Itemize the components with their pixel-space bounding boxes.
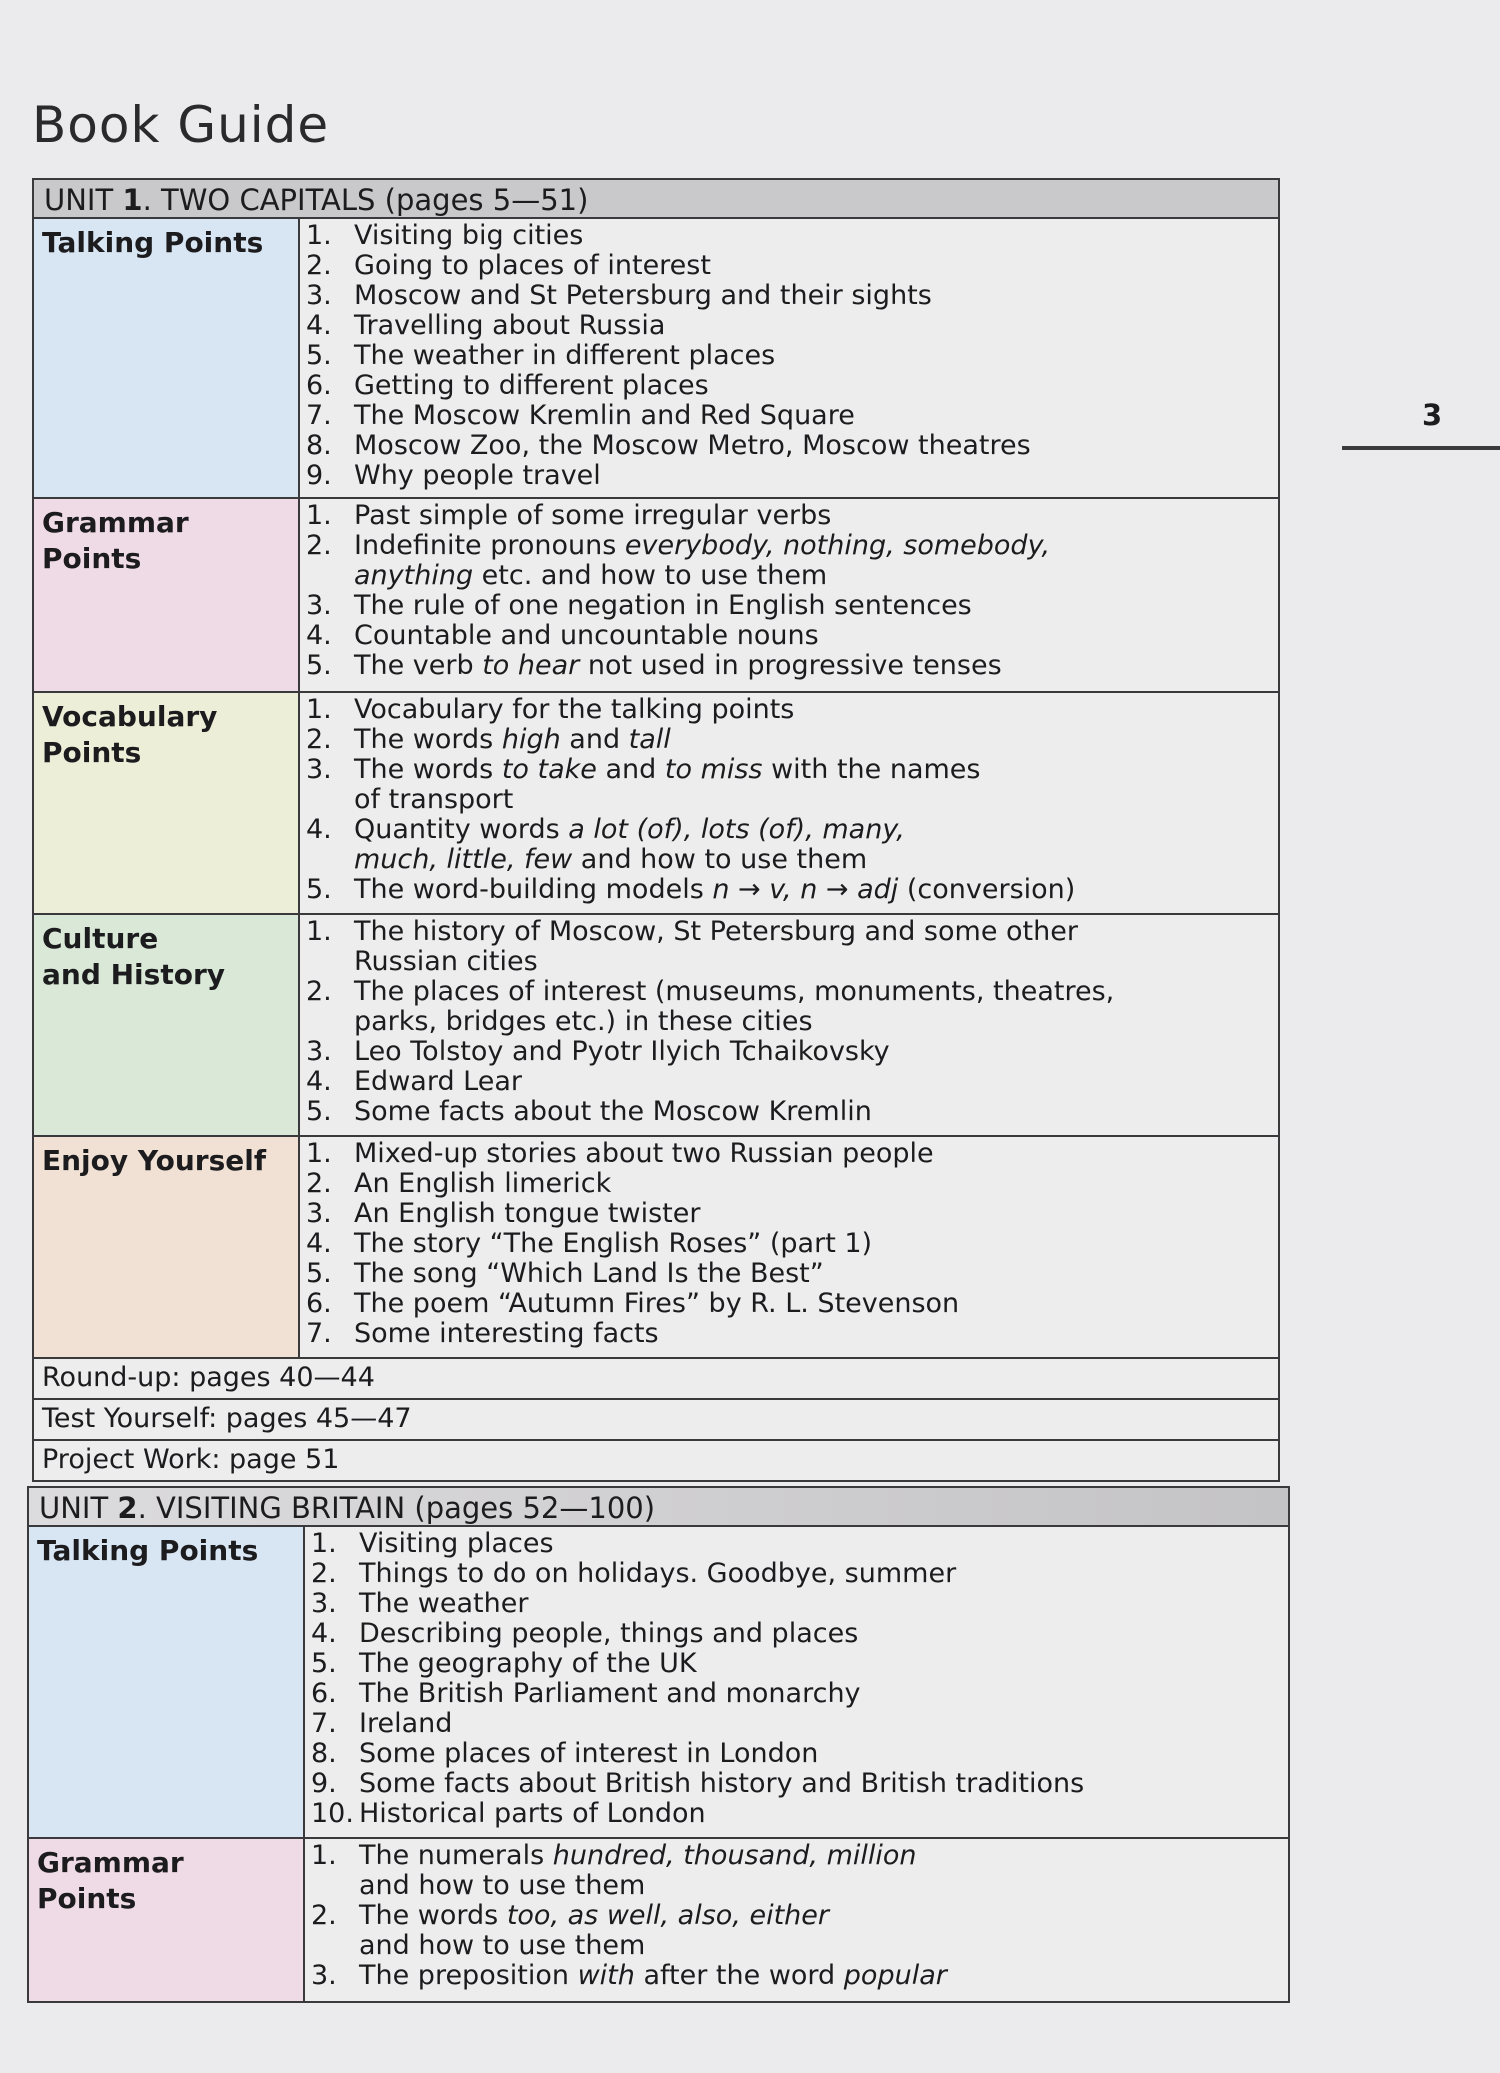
unit-title: . TWO CAPITALS (pages 5—51) bbox=[142, 183, 589, 217]
list-item: 3. The words to take and to miss with the names of transport bbox=[306, 754, 981, 815]
list-item: 3. An English tongue twister bbox=[306, 1198, 701, 1229]
list-item: 5. Some facts about the Moscow Kremlin bbox=[306, 1096, 872, 1127]
enjoy-yourself-list bbox=[299, 1136, 1279, 1358]
unit-1-table bbox=[32, 178, 1280, 1482]
list-item: 6. Getting to different places bbox=[306, 370, 709, 401]
list-item: 3. The weather bbox=[311, 1588, 529, 1619]
list-item: 5. The weather in different places bbox=[306, 340, 776, 371]
list-item: 2. The words too, as well, also, either and how to use them bbox=[311, 1900, 829, 1961]
list-item: 3. Moscow and St Petersburg and their sights bbox=[306, 280, 932, 311]
list-item: 3. The preposition with after the word popular bbox=[311, 1960, 947, 1991]
grammar-points-list bbox=[304, 1838, 1289, 2002]
grammar-points-list bbox=[299, 498, 1279, 692]
list-item: 4. Edward Lear bbox=[306, 1066, 522, 1097]
page-number-rule bbox=[1342, 446, 1500, 450]
list-item: 3. Leo Tolstoy and Pyotr Ilyich Tchaikovsky bbox=[306, 1036, 890, 1067]
unit-number: 1 bbox=[122, 183, 143, 217]
list-item: 2. Going to places of interest bbox=[306, 250, 711, 281]
category-vocabulary-points: Vocabulary Points bbox=[33, 692, 299, 914]
list-item: 8. Some places of interest in London bbox=[311, 1738, 819, 1769]
list-item: 5. The song “Which Land Is the Best” bbox=[306, 1258, 824, 1289]
list-item: 4. Countable and uncountable nouns bbox=[306, 620, 819, 651]
project-work-row: Project Work: page 51 bbox=[33, 1440, 1279, 1481]
category-talking-points: Talking Points bbox=[33, 218, 299, 498]
category-talking-points: Talking Points bbox=[28, 1526, 304, 1838]
unit-2-header bbox=[28, 1487, 1289, 1526]
unit-1-grammar-points-row bbox=[33, 498, 1279, 692]
list-item: 7. Ireland bbox=[311, 1708, 453, 1739]
list-item: 7. Some interesting facts bbox=[306, 1318, 659, 1349]
talking-points-list bbox=[299, 218, 1279, 498]
list-item: 5. The geography of the UK bbox=[311, 1648, 697, 1679]
list-item: 1. Visiting places bbox=[311, 1528, 554, 1559]
list-item: 1. Visiting big cities bbox=[306, 220, 584, 251]
category-grammar-points: Grammar Points bbox=[33, 498, 299, 692]
list-item: 9. Some facts about British history and British traditions bbox=[311, 1768, 1085, 1799]
unit-2-table bbox=[27, 1486, 1290, 2003]
list-item: 10. Historical parts of London bbox=[311, 1798, 706, 1829]
unit-number: 2 bbox=[117, 1491, 138, 1525]
list-item: 2. The places of interest (museums, monuments, theatres, parks, bridges etc.) in these cities bbox=[306, 976, 1115, 1037]
list-item: 5. The word-building models n → v, n → adj (conversion) bbox=[306, 874, 1076, 905]
unit-title: . VISITING BRITAIN (pages 52—100) bbox=[137, 1491, 656, 1525]
test-yourself-row: Test Yourself: pages 45—47 bbox=[33, 1399, 1279, 1440]
category-grammar-points: Grammar Points bbox=[28, 1838, 304, 2002]
list-item: 4. Travelling about Russia bbox=[306, 310, 666, 341]
unit-1-enjoy-yourself-row bbox=[33, 1136, 1279, 1358]
list-item: 1. Vocabulary for the talking points bbox=[306, 694, 795, 725]
unit-2-grammar-points-row bbox=[28, 1838, 1289, 2002]
list-item: 2. The words high and tall bbox=[306, 724, 671, 755]
talking-points-list bbox=[304, 1526, 1289, 1838]
roundup-row: Round-up: pages 40—44 bbox=[33, 1358, 1279, 1399]
unit-1-talking-points-row bbox=[33, 218, 1279, 498]
culture-history-list bbox=[299, 914, 1279, 1136]
list-item: 4. The story “The English Roses” (part 1) bbox=[306, 1228, 873, 1259]
list-item: 6. The British Parliament and monarchy bbox=[311, 1678, 861, 1709]
category-culture-and-history: Culture and History bbox=[33, 914, 299, 1136]
list-item: 2. Things to do on holidays. Goodbye, summer bbox=[311, 1558, 957, 1589]
list-item: 9. Why people travel bbox=[306, 460, 601, 491]
list-item: 4. Quantity words a lot (of), lots (of), many, much, little, few and how to use them bbox=[306, 814, 905, 875]
list-item: 1. The numerals hundred, thousand, million and how to use them bbox=[311, 1840, 917, 1901]
list-item: 1. Mixed-up stories about two Russian people bbox=[306, 1138, 934, 1169]
list-item: 1. Past simple of some irregular verbs bbox=[306, 500, 832, 531]
list-item: 3. The rule of one negation in English sentences bbox=[306, 590, 972, 621]
list-item: 4. Describing people, things and places bbox=[311, 1618, 859, 1649]
list-item: 8. Moscow Zoo, the Moscow Metro, Moscow theatres bbox=[306, 430, 1031, 461]
unit-label: UNIT bbox=[39, 1491, 109, 1525]
list-item: 6. The poem “Autumn Fires” by R. L. Stevenson bbox=[306, 1288, 960, 1319]
unit-1-header bbox=[33, 179, 1279, 218]
unit-1-culture-history-row bbox=[33, 914, 1279, 1136]
list-item: 7. The Moscow Kremlin and Red Square bbox=[306, 400, 855, 431]
vocabulary-points-list bbox=[299, 692, 1279, 914]
page-title: Book Guide bbox=[32, 96, 330, 154]
unit-1-vocabulary-points-row bbox=[33, 692, 1279, 914]
list-item: 5. The verb to hear not used in progressive tenses bbox=[306, 650, 1002, 681]
unit-label: UNIT bbox=[44, 183, 114, 217]
unit-2-talking-points-row bbox=[28, 1526, 1289, 1838]
category-enjoy-yourself: Enjoy Yourself bbox=[33, 1136, 299, 1358]
list-item: 2. An English limerick bbox=[306, 1168, 612, 1199]
list-item: 1. The history of Moscow, St Petersburg and some other Russian cities bbox=[306, 916, 1078, 977]
page-number: 3 bbox=[1422, 398, 1443, 432]
list-item: 2. Indefinite pronouns everybody, nothing, somebody, anything etc. and how to use them bbox=[306, 530, 1051, 591]
